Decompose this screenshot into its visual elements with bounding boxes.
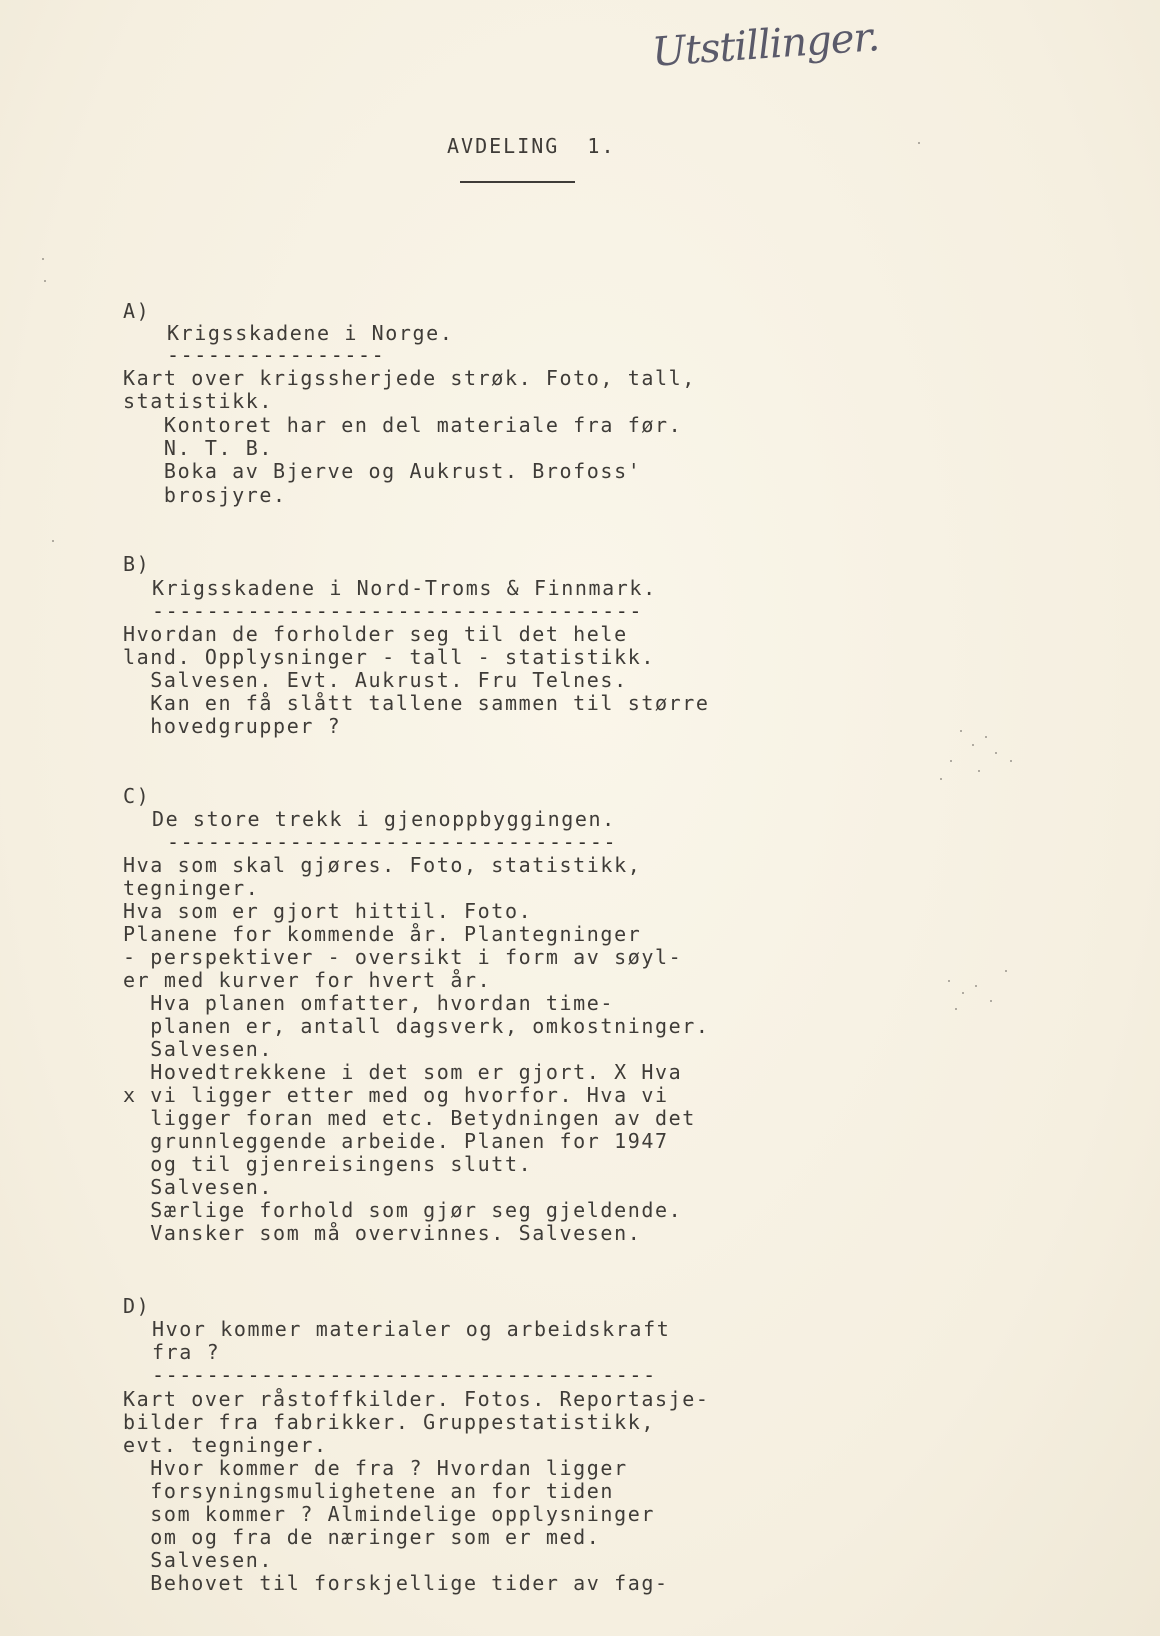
section-c-line: Hva planen omfatter, hvordan time-	[123, 991, 615, 1015]
section-c-line: Særlige forhold som gjør seg gjeldende.	[123, 1198, 683, 1222]
section-c-line: planen er, antall dagsverk, omkostninger.	[123, 1014, 710, 1038]
section-c-line: og til gjenreisingens slutt.	[123, 1152, 533, 1176]
section-d-line: Behovet til forskjellige tider av fag-	[123, 1571, 669, 1595]
section-d-line: bilder fra fabrikker. Gruppestatistikk,	[123, 1410, 655, 1434]
section-b-line: Salvesen. Evt. Aukrust. Fru Telnes.	[123, 668, 628, 692]
section-b-line: land. Opplysninger - tall - statistikk.	[123, 645, 655, 669]
section-c-line: Salvesen.	[123, 1037, 274, 1061]
section-c-line: Planene for kommende år. Plantegninger	[123, 922, 642, 946]
section-a-heading: Krigsskadene i Norge.	[167, 321, 454, 345]
section-c-heading: De store trekk i gjenoppbyggingen.	[152, 807, 616, 831]
section-d-letter: D)	[123, 1294, 151, 1318]
section-c-line: x vi ligger etter med og hvorfor. Hva vi	[123, 1083, 669, 1107]
section-d-underline: -------------------------------------	[152, 1363, 657, 1387]
section-a-line: Boka av Bjerve og Aukrust. Brofoss'	[123, 459, 642, 483]
section-a-underline: ----------------	[167, 343, 386, 367]
section-c-letter: C)	[123, 784, 151, 808]
section-c-line: - perspektiver - oversikt i form av søyl-	[123, 945, 683, 969]
section-b-letter: B)	[123, 552, 151, 576]
section-d-heading-continued: fra ?	[152, 1340, 221, 1364]
section-c-line: Salvesen.	[123, 1175, 274, 1199]
section-d-line: om og fra de næringer som er med.	[123, 1525, 601, 1549]
page-title: AVDELING 1.	[447, 134, 616, 158]
section-c-line: Vansker som må overvinnes. Salvesen.	[123, 1221, 642, 1245]
section-d-line: Hvor kommer de fra ? Hvordan ligger	[123, 1456, 628, 1480]
section-b-underline: ------------------------------------	[152, 599, 644, 623]
section-a-line: N. T. B.	[123, 436, 274, 460]
section-c-line: tegninger.	[123, 876, 260, 900]
section-d-line: Kart over råstoffkilder. Fotos. Reportasje-	[123, 1387, 710, 1411]
title-underline	[460, 181, 575, 183]
section-b-line: hovedgrupper ?	[123, 714, 342, 738]
section-a-line: Kart over krigssherjede strøk. Foto, tall,	[123, 366, 696, 390]
section-a-letter: A)	[123, 299, 151, 323]
section-c-underline: ---------------------------------	[167, 830, 618, 854]
section-b-line: Kan en få slått tallene sammen til større	[123, 691, 710, 715]
section-d-line: evt. tegninger.	[123, 1433, 328, 1457]
section-c-line: Hva som skal gjøres. Foto, statistikk,	[123, 853, 642, 877]
section-d-line: Salvesen.	[123, 1548, 274, 1572]
section-d-heading: Hvor kommer materialer og arbeidskraft	[152, 1317, 671, 1341]
section-a-line: statistikk.	[123, 389, 274, 413]
section-c-line: Hovedtrekkene i det som er gjort. X Hva	[123, 1060, 683, 1084]
section-b-line: Hvordan de forholder seg til det hele	[123, 622, 628, 646]
section-a-line: Kontoret har en del materiale fra før.	[123, 413, 683, 437]
section-c-line: grunnleggende arbeide. Planen for 1947	[123, 1129, 669, 1153]
section-a-line: brosjyre.	[123, 483, 287, 507]
section-c-line: ligger foran med etc. Betydningen av det	[123, 1106, 696, 1130]
section-d-line: forsyningsmulighetene an for tiden	[123, 1479, 615, 1503]
section-b-heading: Krigsskadene i Nord-Troms & Finnmark.	[152, 576, 657, 600]
section-c-line: Hva som er gjort hittil. Foto.	[123, 899, 533, 923]
section-d-line: som kommer ? Almindelige opplysninger	[123, 1502, 655, 1526]
handwritten-signature: Utstillinger.	[650, 14, 881, 76]
section-c-line: er med kurver for hvert år.	[123, 968, 492, 992]
